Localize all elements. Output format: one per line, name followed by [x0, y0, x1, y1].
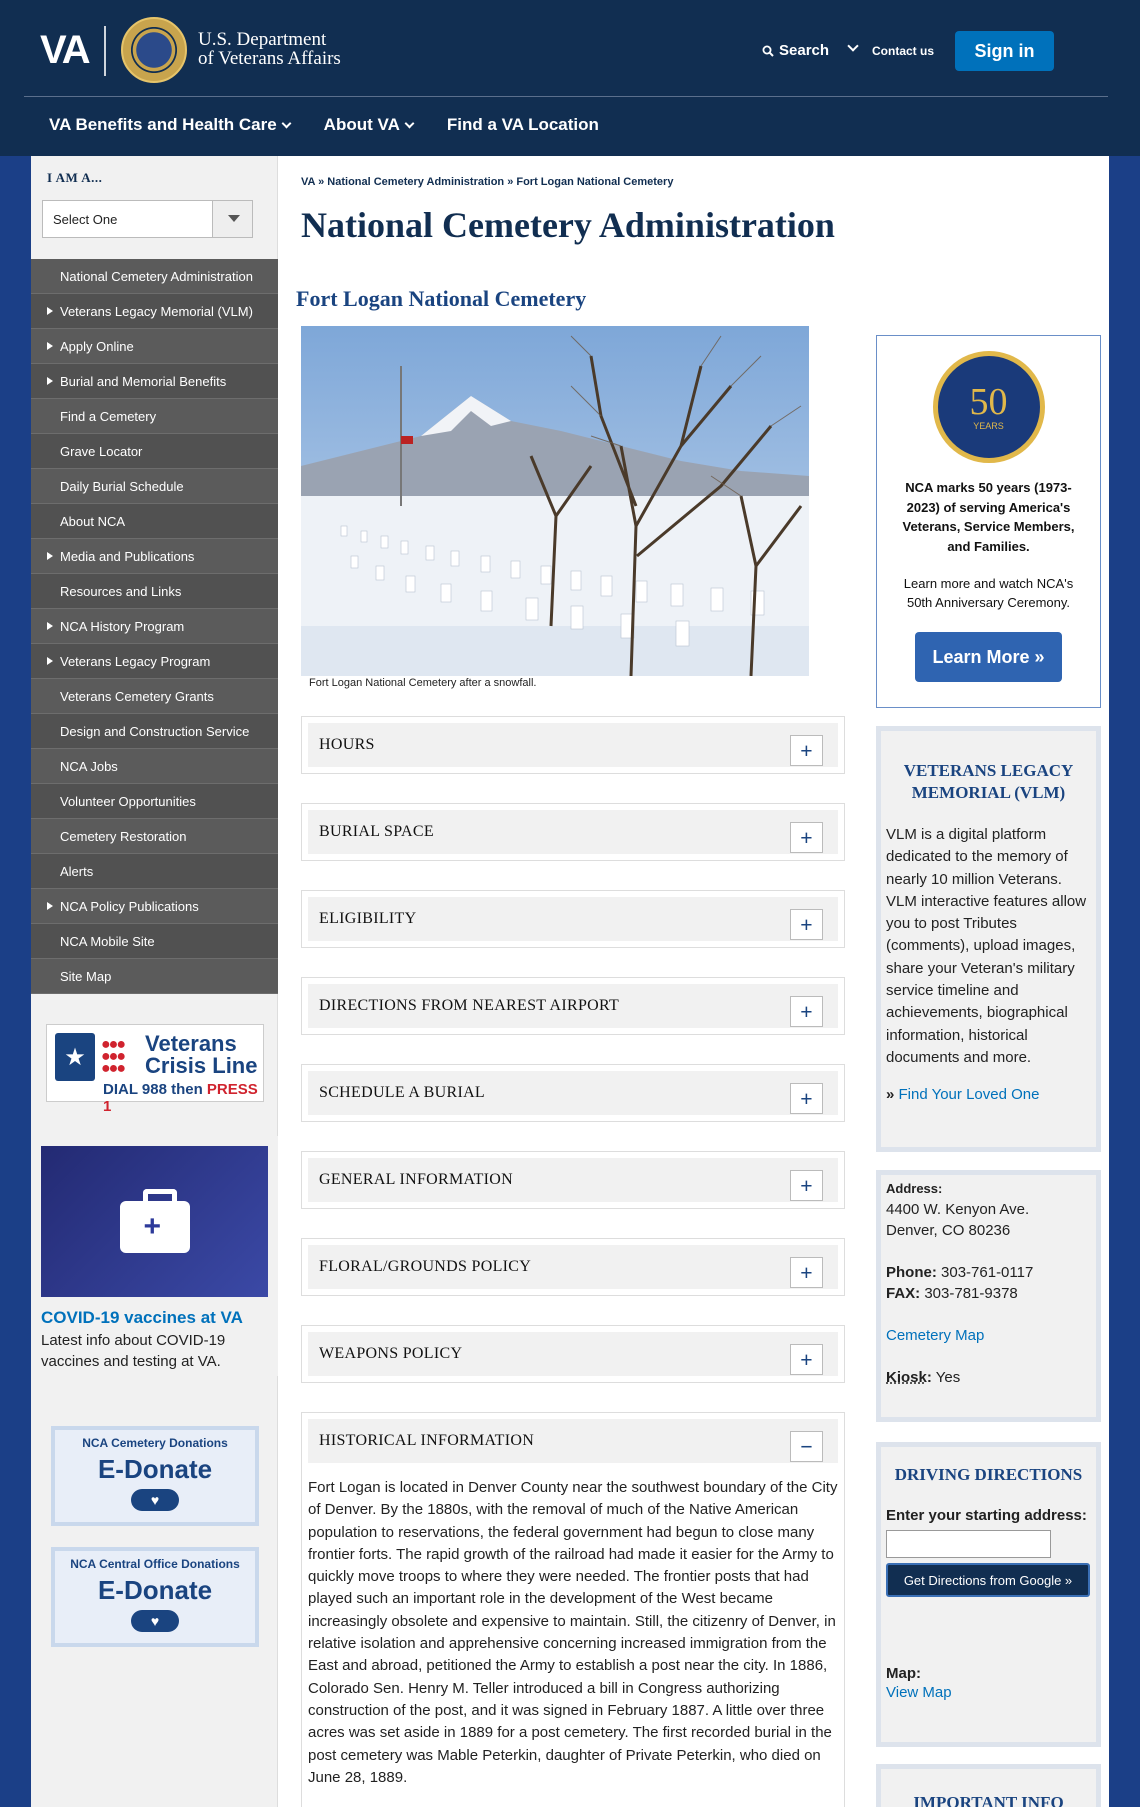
accordion-item [301, 1238, 845, 1296]
phone-label: Phone: [886, 1264, 937, 1281]
sidebar-item-label: Cemetery Restoration [60, 828, 187, 844]
crisis-dial-text: DIAL 988 then [103, 1081, 203, 1098]
donate-central-office-banner[interactable] [51, 1547, 259, 1647]
expand-arrow-icon [47, 902, 57, 910]
dropdown-caret-icon[interactable] [212, 201, 252, 237]
va-logo[interactable]: VA [40, 28, 89, 72]
kiosk-value: Yes [935, 1369, 961, 1386]
accordion-item [301, 1151, 845, 1209]
accordion-header[interactable] [308, 984, 838, 1028]
covid-promo [31, 1136, 278, 1376]
expand-icon[interactable]: + [790, 1083, 823, 1114]
donate-cemetery-banner[interactable] [51, 1426, 259, 1526]
header-divider [24, 96, 1108, 97]
sidebar-item[interactable] [31, 609, 278, 644]
expand-icon[interactable]: + [790, 1344, 823, 1375]
accordion-header[interactable] [308, 723, 838, 767]
sidebar-item-label: Veterans Cemetery Grants [60, 688, 214, 704]
sidebar-item[interactable] [31, 854, 278, 889]
accordion-header[interactable] [308, 1245, 838, 1289]
expand-icon[interactable]: + [790, 735, 823, 766]
nca-50-years-seal-icon [933, 351, 1045, 463]
nav-find-location[interactable] [447, 115, 599, 135]
sidebar-item-label: Burial and Memorial Benefits [60, 373, 227, 389]
address-box [876, 1170, 1101, 1422]
sidebar-item[interactable] [31, 959, 278, 994]
accordion-header[interactable] [308, 1071, 838, 1115]
sidebar-item-label: NCA Jobs [60, 758, 118, 774]
accordion-header[interactable] [308, 1332, 838, 1376]
content-area [31, 156, 1109, 1807]
fax-value: 303-781-9378 [924, 1285, 1018, 1302]
accordion-title: HOURS [319, 736, 375, 753]
sidebar-item[interactable] [31, 469, 278, 504]
expand-arrow-icon [47, 552, 57, 560]
expand-arrow-icon [47, 657, 57, 665]
crisis-line-2: Crisis Line [145, 1053, 258, 1078]
historical-text: Fort Logan is located in Denver County near the southwest boundary of the City of Denver. By the 1880s, with the removal of much of the Native American population to reservations, the federal government had begun to close many frontier forts. The rapid growth of the railroad had made it easier for the Army to quickly move troops to where they were needed. The frontier posts that had played such an important role in the development of the West became increasingly obsolete and expensive to maintain. Still, the citizenry of Denver, in relative isolation and apprehensive concerning increased immigration from the East and abroad, petitioned the Army to establish a post near the city. In 1886, Colorado Sen. Henry M. Teller introduced a bill in Congress authorizing construction of the post, and it was signed in February 1887. A little over three acres was set aside in 1889 for a post cemetery. The first recorded burial in the post cemetery was Mable Peterkin, daughter of Private Peterkin, who died on June 28, 1889. [308, 1479, 838, 1786]
kiosk-row: Kiosk: Yes [886, 1369, 961, 1386]
sidebar-item-label: Media and Publications [60, 548, 195, 564]
accordion-header[interactable] [308, 810, 838, 854]
sidebar-item-label: Apply Online [60, 338, 134, 354]
sidebar-item-label: NCA History Program [60, 618, 185, 634]
side-navigation [31, 259, 278, 994]
driving-directions-title: DRIVING DIRECTIONS [894, 1465, 1083, 1484]
sidebar-item-label: Grave Locator [60, 443, 143, 459]
accordion-header[interactable] [308, 1419, 838, 1463]
accordion-item [301, 977, 845, 1035]
sidebar-item[interactable] [31, 924, 278, 959]
left-sidebar [31, 156, 278, 1807]
search-icon [762, 45, 774, 57]
covid-banner-image[interactable] [41, 1146, 268, 1297]
address-label: Address: [886, 1181, 943, 1196]
important-info-title: IMPORTANT INFO [876, 1764, 1101, 1807]
breadcrumb[interactable]: VA » National Cemetery Administration » Fort Logan National Cemetery [301, 176, 674, 188]
anniversary-promo [876, 335, 1101, 708]
medical-kit-icon: + [120, 1201, 190, 1253]
sidebar-item-label: Volunteer Opportunities [60, 793, 196, 809]
sidebar-item-label: Alerts [60, 863, 94, 879]
collapse-icon[interactable]: − [790, 1431, 823, 1462]
covid-text: Latest info about COVID-19 vaccines and testing at VA. [41, 1332, 226, 1370]
accordion-title: BURIAL SPACE [319, 823, 434, 840]
expand-icon[interactable]: + [790, 996, 823, 1027]
kiosk-label: Kiosk [886, 1369, 927, 1386]
sidebar-item[interactable] [31, 434, 278, 469]
sidebar-item[interactable] [31, 784, 278, 819]
accordion-item [301, 1325, 845, 1383]
donate-button-text: E-Donate [97, 1575, 213, 1605]
dots-icon: ●●● ●●● ●●● [101, 1036, 124, 1077]
nav-about-label: About VA [323, 115, 400, 134]
sidebar-item[interactable] [31, 819, 278, 854]
accordion-title: SCHEDULE A BURIAL [319, 1084, 485, 1101]
sidebar-item[interactable] [31, 504, 278, 539]
search-button[interactable] [762, 42, 829, 59]
accordion-title: GENERAL INFORMATION [319, 1171, 513, 1188]
address-line-2: Denver, CO 80236 [886, 1222, 1011, 1239]
accordion-item [301, 1064, 845, 1122]
sign-in-button[interactable]: Sign in [955, 31, 1054, 71]
map-label: Map: [886, 1665, 921, 1682]
chevron-down-icon [281, 118, 291, 128]
expand-arrow-icon [47, 622, 57, 630]
find-loved-one-row [886, 1086, 1091, 1103]
accordion-title: DIRECTIONS FROM NEAREST AIRPORT [319, 997, 620, 1014]
accordion-title: HISTORICAL INFORMATION [319, 1432, 535, 1449]
nav-about[interactable] [324, 115, 413, 135]
expand-icon[interactable]: + [790, 909, 823, 940]
sidebar-item-label: Veterans Legacy Program [60, 653, 211, 669]
sidebar-item[interactable] [31, 679, 278, 714]
covid-link[interactable]: COVID-19 vaccines at VA [41, 1308, 243, 1327]
medal-years: YEARS [973, 421, 1004, 431]
accordion-header[interactable] [308, 1158, 838, 1202]
donate-label: NCA Cemetery Donations [82, 1436, 228, 1450]
view-map-link[interactable]: View Map [886, 1684, 952, 1701]
phone-row [886, 1262, 1091, 1283]
heart-hand-icon: ♥ [131, 1489, 179, 1511]
driving-directions-box [876, 1442, 1101, 1747]
sidebar-item[interactable] [31, 364, 278, 399]
cemetery-photo [301, 326, 809, 676]
nav-benefits-label: VA Benefits and Health Care [49, 115, 277, 134]
i-am-a-label: I AM A... [47, 170, 103, 185]
starting-address-input[interactable] [886, 1530, 1051, 1558]
medal-number: 50 [969, 381, 1008, 423]
vlm-title: VETERANS LEGACY MEMORIAL (VLM) [903, 761, 1074, 802]
nav-find-location-label: Find a VA Location [446, 115, 599, 134]
accordion-title: ELIGIBILITY [319, 910, 417, 927]
search-label: Search [779, 42, 830, 59]
anniversary-text: Learn more and watch NCA's 50th Anniversary Ceremony. [903, 576, 1074, 610]
expand-arrow-icon [47, 377, 57, 385]
sidebar-item-label: Veterans Legacy Memorial (VLM) [60, 303, 253, 319]
page-title: National Cemetery Administration [301, 205, 835, 245]
address-line-1: 4400 W. Kenyon Ave. [886, 1201, 1030, 1218]
top-navigation [49, 115, 599, 135]
vlm-box [876, 726, 1101, 1152]
sidebar-item-label: NCA Mobile Site [60, 933, 155, 949]
contact-us-link[interactable]: Contact us [872, 44, 935, 58]
expand-arrow-icon [47, 307, 57, 315]
department-name[interactable] [198, 30, 341, 68]
donate-label: NCA Central Office Donations [70, 1557, 240, 1571]
expand-icon[interactable]: + [790, 822, 823, 853]
cemetery-title: Fort Logan National Cemetery [296, 286, 587, 311]
sidebar-item[interactable] [31, 294, 278, 329]
i-am-a-select[interactable] [42, 200, 253, 238]
sidebar-item[interactable] [31, 889, 278, 924]
sidebar-item[interactable] [31, 644, 278, 679]
expand-arrow-icon [47, 342, 57, 350]
accordion-header[interactable] [308, 897, 838, 941]
cemetery-map-link[interactable]: Cemetery Map [886, 1327, 985, 1344]
sidebar-item[interactable] [31, 714, 278, 749]
sidebar-item-label: Resources and Links [60, 583, 182, 599]
sidebar-item[interactable] [31, 259, 278, 294]
donate-button-text: E-Donate [97, 1454, 213, 1484]
learn-more-button[interactable]: Learn More » [915, 632, 1062, 682]
vlm-text: VLM is a digital platform dedicated to the memory of nearly 10 million Veterans. VLM interactive features allow you to post Tributes (comments), upload images, share your Veteran's military service timeline and achievements, biographical information, historical documents and more. [886, 826, 1087, 1066]
sidebar-item[interactable] [31, 399, 278, 434]
accordion-item [301, 890, 845, 948]
sidebar-item[interactable] [31, 574, 278, 609]
link-arrow: » [886, 1086, 895, 1104]
fax-label: FAX: [886, 1285, 921, 1302]
accordion-item [301, 803, 845, 861]
phone-value: 303-761-0117 [941, 1264, 1034, 1281]
find-loved-one-link[interactable]: Find Your Loved One [898, 1086, 1040, 1104]
expand-icon[interactable]: + [790, 1170, 823, 1201]
sidebar-item-label: About NCA [60, 513, 126, 529]
sidebar-item-label: Design and Construction Service [60, 723, 250, 739]
accordion-historical-information [301, 1412, 845, 1807]
star-icon: ★ [55, 1033, 95, 1081]
crisis-dial [103, 1081, 263, 1115]
crisis-press: PRESS 1 [103, 1081, 258, 1115]
accordion-title: FLORAL/GROUNDS POLICY [319, 1258, 532, 1275]
veterans-crisis-line-banner[interactable] [46, 1024, 264, 1115]
crisis-line-1: Veterans [145, 1031, 237, 1056]
get-directions-button[interactable]: Get Directions from Google » [886, 1563, 1090, 1597]
sidebar-item-label: National Cemetery Administration [60, 268, 253, 284]
sidebar-item-label: Daily Burial Schedule [60, 478, 184, 494]
starting-address-label: Enter your starting address: [886, 1507, 1087, 1524]
accordion-item [301, 716, 845, 774]
sidebar-item[interactable] [31, 329, 278, 364]
chevron-down-icon [404, 118, 414, 128]
heart-hand-icon: ♥ [131, 1610, 179, 1632]
site-header [0, 0, 1140, 156]
dept-line-2: of Veterans Affairs [198, 48, 341, 69]
anniversary-title: NCA marks 50 years (1973-2023) of serving America's Veterans, Service Members, and Families. [902, 480, 1075, 554]
photo-caption: Fort Logan National Cemetery after a snowfall. [309, 677, 537, 689]
snowy-cemetery-illustration [301, 326, 809, 676]
select-value: Select One [53, 211, 118, 227]
va-seal-icon [121, 17, 187, 83]
nav-benefits[interactable] [49, 115, 290, 135]
sidebar-item-label: NCA Policy Publications [60, 898, 199, 914]
accordion-title: WEAPONS POLICY [319, 1345, 463, 1362]
sidebar-item-label: Site Map [60, 968, 112, 984]
sidebar-item[interactable] [31, 539, 278, 574]
expand-icon[interactable]: + [790, 1257, 823, 1288]
sidebar-item[interactable] [31, 749, 278, 784]
sidebar-item-label: Find a Cemetery [60, 408, 157, 424]
dept-line-1: U.S. Department [198, 29, 327, 50]
fax-row [886, 1283, 1091, 1304]
chevron-down-icon[interactable] [847, 40, 858, 51]
logo-divider [104, 26, 106, 76]
